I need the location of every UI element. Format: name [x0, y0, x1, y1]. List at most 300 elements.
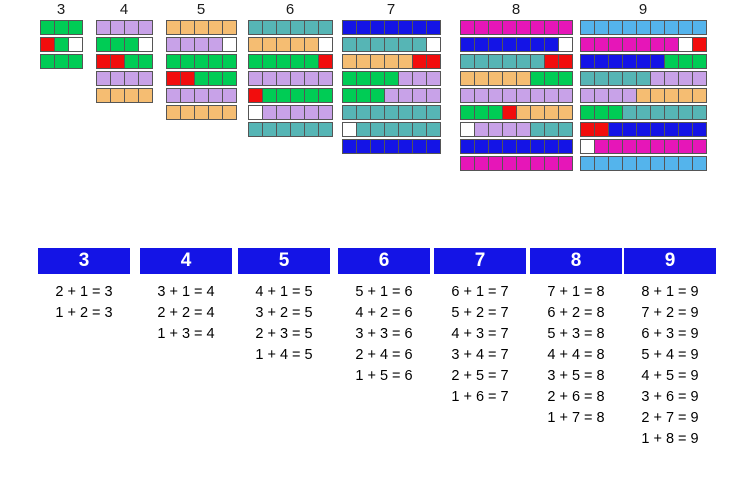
- fact-item: 6 + 1 = 7: [451, 284, 509, 300]
- bar-cell-purple: [384, 88, 399, 103]
- bar-cell-purple: [426, 88, 441, 103]
- bar-cell-magenta: [608, 139, 623, 154]
- bar-cell-purple: [318, 105, 333, 120]
- bar-cell-blue: [558, 139, 573, 154]
- bar-cell-orange: [180, 105, 195, 120]
- bar-cell-teal: [370, 105, 385, 120]
- bar-cell-orange: [180, 20, 195, 35]
- bar-cell-blue: [460, 139, 475, 154]
- bar-cell-green: [318, 88, 333, 103]
- bar-cell-blue: [398, 139, 413, 154]
- bar-cell-green: [488, 105, 503, 120]
- bar-cell-blue: [370, 139, 385, 154]
- fact-item: 4 + 5 = 9: [641, 368, 699, 384]
- fact-family-column: [624, 248, 716, 450]
- bar-model-column: [248, 0, 332, 139]
- bar-cell-blue: [530, 139, 545, 154]
- bar-cell-blue: [474, 139, 489, 154]
- bar-row: [580, 156, 706, 171]
- bar-cell-red: [502, 105, 517, 120]
- bar-cell-skyblue: [664, 20, 679, 35]
- bar-cell-purple: [290, 71, 305, 86]
- bar-cell-green: [460, 105, 475, 120]
- bar-cell-orange: [544, 105, 559, 120]
- bar-cell-blue: [460, 37, 475, 52]
- bar-cell-magenta: [664, 37, 679, 52]
- bar-cell-orange: [248, 37, 263, 52]
- bar-cell-teal: [516, 54, 531, 69]
- bar-cell-teal: [460, 54, 475, 69]
- fact-family-column: [338, 248, 430, 387]
- bar-cell-blue: [544, 139, 559, 154]
- bar-cell-orange: [208, 20, 223, 35]
- bar-cell-green: [208, 54, 223, 69]
- bar-row: [460, 54, 572, 69]
- bar-cell-teal: [262, 20, 277, 35]
- bar-cell-blue: [412, 20, 427, 35]
- bar-cell-red: [544, 54, 559, 69]
- bar-cell-teal: [558, 122, 573, 137]
- bar-cell-blue: [384, 20, 399, 35]
- bar-cell-purple: [426, 71, 441, 86]
- bar-cell-magenta: [650, 37, 665, 52]
- bar-cell-purple: [138, 71, 153, 86]
- bar-cell-purple: [488, 122, 503, 137]
- bar-cell-skyblue: [678, 20, 693, 35]
- bar-cell-green: [342, 88, 357, 103]
- bar-cell-purple: [692, 71, 707, 86]
- bar-row: [248, 71, 332, 86]
- bar-cell-green: [384, 71, 399, 86]
- fact-item: 1 + 5 = 6: [355, 368, 413, 384]
- bar-model-rows: [248, 20, 332, 137]
- bar-model-column: [40, 0, 82, 71]
- fact-item: 8 + 1 = 9: [641, 284, 699, 300]
- bar-cell-teal: [356, 37, 371, 52]
- bar-cell-green: [276, 88, 291, 103]
- bar-cell-blue: [398, 20, 413, 35]
- bar-cell-teal: [318, 20, 333, 35]
- bar-model-heading: 9: [638, 1, 648, 18]
- bar-cell-teal: [384, 37, 399, 52]
- bar-cell-red: [580, 122, 595, 137]
- bar-model-heading: 5: [196, 1, 206, 18]
- bar-cell-purple: [502, 122, 517, 137]
- bar-cell-purple: [412, 88, 427, 103]
- bar-cell-skyblue: [650, 20, 665, 35]
- bar-cell-green: [40, 20, 55, 35]
- bar-row: [342, 105, 440, 120]
- bar-cell-orange: [636, 88, 651, 103]
- fact-item: 3 + 4 = 7: [451, 347, 509, 363]
- bar-cell-orange: [124, 88, 139, 103]
- bar-row: [580, 139, 706, 154]
- bar-cell-teal: [530, 122, 545, 137]
- bar-model-rows: [166, 20, 236, 120]
- bar-cell-teal: [636, 105, 651, 120]
- bar-cell-purple: [194, 88, 209, 103]
- bar-cell-purple: [290, 105, 305, 120]
- bar-cell-red: [558, 54, 573, 69]
- fact-item: 1 + 3 = 4: [157, 326, 215, 342]
- bar-row: [248, 20, 332, 35]
- bar-cell-green: [54, 37, 69, 52]
- bar-cell-skyblue: [636, 156, 651, 171]
- bar-cell-magenta: [594, 37, 609, 52]
- fact-item: 4 + 3 = 7: [451, 326, 509, 342]
- bar-cell-magenta: [516, 156, 531, 171]
- bar-cell-skyblue: [594, 20, 609, 35]
- bar-cell-orange: [516, 105, 531, 120]
- bar-cell-skyblue: [608, 20, 623, 35]
- bar-cell-green: [692, 54, 707, 69]
- bar-cell-white: [248, 105, 263, 120]
- bar-cell-green: [208, 71, 223, 86]
- bar-cell-white: [678, 37, 693, 52]
- bar-cell-blue: [650, 122, 665, 137]
- bar-cell-blue: [502, 37, 517, 52]
- fact-family-header: 3: [38, 248, 130, 274]
- bar-cell-teal: [356, 105, 371, 120]
- fact-item: 5 + 1 = 6: [355, 284, 413, 300]
- bar-cell-blue: [502, 139, 517, 154]
- bar-cell-blue: [622, 122, 637, 137]
- bar-cell-skyblue: [580, 156, 595, 171]
- bar-cell-purple: [558, 88, 573, 103]
- bar-cell-blue: [650, 54, 665, 69]
- bar-cell-blue: [384, 139, 399, 154]
- bar-cell-teal: [356, 122, 371, 137]
- fact-item: 1 + 2 = 3: [55, 305, 113, 321]
- bar-cell-purple: [262, 105, 277, 120]
- bar-model-column: [166, 0, 236, 122]
- bar-cell-red: [166, 71, 181, 86]
- fact-list: [338, 282, 430, 387]
- bar-cell-blue: [412, 139, 427, 154]
- bar-cell-teal: [276, 122, 291, 137]
- bar-cell-teal: [622, 105, 637, 120]
- bar-cell-purple: [678, 71, 693, 86]
- bar-model-column: [96, 0, 152, 105]
- bar-cell-magenta: [608, 37, 623, 52]
- bar-row: [580, 122, 706, 137]
- fact-list: [434, 282, 526, 408]
- bar-cell-green: [558, 71, 573, 86]
- bar-row: [40, 54, 82, 69]
- bar-cell-green: [262, 54, 277, 69]
- bar-row: [342, 54, 440, 69]
- bar-cell-blue: [474, 37, 489, 52]
- bar-cell-green: [222, 54, 237, 69]
- bar-cell-blue: [608, 122, 623, 137]
- bar-row: [248, 105, 332, 120]
- bar-cell-green: [194, 54, 209, 69]
- bar-cell-purple: [208, 88, 223, 103]
- fact-item: 7 + 1 = 8: [547, 284, 605, 300]
- bar-cell-white: [342, 122, 357, 137]
- bar-cell-skyblue: [594, 156, 609, 171]
- fact-family-header: 6: [338, 248, 430, 274]
- bar-cell-orange: [384, 54, 399, 69]
- bar-cell-teal: [426, 122, 441, 137]
- bar-cell-blue: [370, 20, 385, 35]
- bar-cell-teal: [248, 20, 263, 35]
- fact-list: [530, 282, 622, 429]
- bar-cell-green: [608, 105, 623, 120]
- bar-cell-teal: [664, 105, 679, 120]
- bar-cell-purple: [650, 71, 665, 86]
- bar-cell-orange: [208, 105, 223, 120]
- bar-model-section: [0, 0, 750, 236]
- bar-cell-orange: [356, 54, 371, 69]
- bar-model-rows: [460, 20, 572, 171]
- bar-row: [342, 88, 440, 103]
- bar-cell-white: [138, 37, 153, 52]
- bar-cell-teal: [594, 71, 609, 86]
- bar-cell-orange: [370, 54, 385, 69]
- bar-row: [342, 20, 440, 35]
- bar-model-heading: 6: [285, 1, 295, 18]
- bar-cell-blue: [516, 37, 531, 52]
- bar-cell-teal: [412, 105, 427, 120]
- bar-row: [460, 71, 572, 86]
- bar-cell-teal: [370, 122, 385, 137]
- bar-cell-blue: [426, 20, 441, 35]
- fact-item: 2 + 7 = 9: [641, 410, 699, 426]
- bar-cell-teal: [488, 54, 503, 69]
- fact-item: 5 + 4 = 9: [641, 347, 699, 363]
- bar-cell-teal: [342, 37, 357, 52]
- bar-cell-teal: [622, 71, 637, 86]
- bar-row: [166, 20, 236, 35]
- bar-cell-blue: [426, 139, 441, 154]
- bar-cell-green: [276, 54, 291, 69]
- bar-cell-green: [40, 54, 55, 69]
- fact-item: 2 + 4 = 6: [355, 347, 413, 363]
- bar-cell-green: [262, 88, 277, 103]
- bar-model-rows: [342, 20, 440, 154]
- bar-cell-orange: [262, 37, 277, 52]
- bar-row: [248, 37, 332, 52]
- fact-item: 1 + 4 = 5: [255, 347, 313, 363]
- bar-cell-green: [248, 54, 263, 69]
- bar-cell-magenta: [580, 37, 595, 52]
- bar-cell-red: [248, 88, 263, 103]
- fact-family-column: [140, 248, 232, 345]
- bar-cell-skyblue: [622, 20, 637, 35]
- bar-cell-orange: [488, 71, 503, 86]
- bar-cell-purple: [124, 20, 139, 35]
- bar-cell-purple: [96, 20, 111, 35]
- fact-family-header: 8: [530, 248, 622, 274]
- bar-cell-red: [426, 54, 441, 69]
- bar-cell-green: [304, 54, 319, 69]
- bar-cell-green: [124, 37, 139, 52]
- bar-cell-purple: [412, 71, 427, 86]
- bar-cell-blue: [580, 54, 595, 69]
- fact-list: [624, 282, 716, 450]
- bar-cell-magenta: [664, 139, 679, 154]
- bar-row: [342, 71, 440, 86]
- bar-cell-skyblue: [664, 156, 679, 171]
- fact-item: 6 + 2 = 8: [547, 305, 605, 321]
- bar-cell-teal: [474, 54, 489, 69]
- bar-row: [96, 20, 152, 35]
- bar-row: [460, 122, 572, 137]
- bar-cell-purple: [276, 71, 291, 86]
- bar-row: [580, 105, 706, 120]
- bar-row: [580, 88, 706, 103]
- bar-cell-skyblue: [622, 156, 637, 171]
- bar-cell-green: [356, 71, 371, 86]
- fact-item: 1 + 8 = 9: [641, 431, 699, 447]
- bar-cell-purple: [608, 88, 623, 103]
- bar-row: [580, 71, 706, 86]
- bar-row: [460, 88, 572, 103]
- bar-cell-purple: [474, 88, 489, 103]
- fact-list: [238, 282, 330, 366]
- bar-cell-blue: [636, 54, 651, 69]
- fact-item: 3 + 2 = 5: [255, 305, 313, 321]
- bar-row: [166, 105, 236, 120]
- bar-cell-orange: [678, 88, 693, 103]
- bar-cell-purple: [304, 105, 319, 120]
- bar-cell-teal: [304, 20, 319, 35]
- bar-row: [96, 54, 152, 69]
- bar-row: [460, 20, 572, 35]
- bar-cell-blue: [544, 37, 559, 52]
- bar-cell-purple: [110, 71, 125, 86]
- bar-cell-orange: [276, 37, 291, 52]
- bar-cell-teal: [342, 105, 357, 120]
- bar-cell-green: [678, 54, 693, 69]
- bar-cell-orange: [304, 37, 319, 52]
- bar-cell-magenta: [502, 156, 517, 171]
- bar-cell-green: [194, 71, 209, 86]
- bar-cell-green: [124, 54, 139, 69]
- bar-cell-skyblue: [678, 156, 693, 171]
- bar-cell-blue: [488, 139, 503, 154]
- fact-item: 2 + 6 = 8: [547, 389, 605, 405]
- bar-row: [580, 54, 706, 69]
- bar-model-heading: 4: [119, 1, 129, 18]
- bar-cell-green: [544, 71, 559, 86]
- bar-cell-orange: [692, 88, 707, 103]
- fact-item: 5 + 3 = 8: [547, 326, 605, 342]
- bar-row: [248, 122, 332, 137]
- bar-cell-green: [290, 88, 305, 103]
- bar-cell-teal: [262, 122, 277, 137]
- bar-cell-purple: [502, 88, 517, 103]
- bar-row: [460, 156, 572, 171]
- bar-cell-magenta: [474, 156, 489, 171]
- bar-cell-purple: [304, 71, 319, 86]
- bar-row: [40, 37, 82, 52]
- bar-cell-purple: [180, 37, 195, 52]
- bar-cell-teal: [530, 54, 545, 69]
- bar-row: [580, 20, 706, 35]
- bar-row: [248, 54, 332, 69]
- fact-item: 4 + 1 = 5: [255, 284, 313, 300]
- bar-cell-purple: [262, 71, 277, 86]
- fact-family-header: 4: [140, 248, 232, 274]
- bar-cell-green: [474, 105, 489, 120]
- bar-cell-orange: [290, 37, 305, 52]
- bar-row: [342, 139, 440, 154]
- bar-row: [40, 20, 82, 35]
- fact-item: 2 + 1 = 3: [55, 284, 113, 300]
- bar-model-heading: 3: [56, 1, 66, 18]
- fact-item: 1 + 7 = 8: [547, 410, 605, 426]
- bar-cell-purple: [222, 88, 237, 103]
- bar-row: [460, 37, 572, 52]
- bar-cell-skyblue: [650, 156, 665, 171]
- bar-cell-red: [180, 71, 195, 86]
- bar-cell-white: [222, 37, 237, 52]
- bar-cell-magenta: [544, 20, 559, 35]
- bar-cell-purple: [516, 122, 531, 137]
- bar-cell-blue: [488, 37, 503, 52]
- bar-cell-teal: [636, 71, 651, 86]
- bar-cell-magenta: [516, 20, 531, 35]
- bar-cell-green: [370, 71, 385, 86]
- bar-cell-orange: [222, 105, 237, 120]
- bar-cell-teal: [384, 122, 399, 137]
- bar-cell-magenta: [636, 139, 651, 154]
- bar-cell-green: [180, 54, 195, 69]
- bar-cell-orange: [398, 54, 413, 69]
- bar-cell-skyblue: [608, 156, 623, 171]
- bar-cell-white: [558, 37, 573, 52]
- bar-cell-purple: [622, 88, 637, 103]
- bar-cell-purple: [398, 88, 413, 103]
- bar-row: [96, 88, 152, 103]
- bar-cell-blue: [356, 20, 371, 35]
- bar-cell-orange: [342, 54, 357, 69]
- bar-cell-teal: [290, 122, 305, 137]
- bar-cell-magenta: [650, 139, 665, 154]
- bar-cell-green: [530, 71, 545, 86]
- bar-cell-blue: [692, 122, 707, 137]
- fact-item: 3 + 6 = 9: [641, 389, 699, 405]
- bar-row: [248, 88, 332, 103]
- bar-cell-green: [370, 88, 385, 103]
- fact-item: 6 + 3 = 9: [641, 326, 699, 342]
- bar-cell-white: [318, 37, 333, 52]
- fact-item: 2 + 2 = 4: [157, 305, 215, 321]
- bar-row: [342, 37, 440, 52]
- fact-item: 7 + 2 = 9: [641, 305, 699, 321]
- bar-cell-red: [318, 54, 333, 69]
- bar-cell-orange: [516, 71, 531, 86]
- bar-cell-purple: [580, 88, 595, 103]
- bar-cell-magenta: [460, 20, 475, 35]
- bar-cell-red: [692, 37, 707, 52]
- fact-item: 4 + 2 = 6: [355, 305, 413, 321]
- bar-cell-purple: [530, 88, 545, 103]
- fact-item: 3 + 5 = 8: [547, 368, 605, 384]
- bar-cell-blue: [664, 122, 679, 137]
- bar-cell-orange: [222, 20, 237, 35]
- bar-cell-purple: [460, 88, 475, 103]
- bar-row: [96, 71, 152, 86]
- bar-cell-green: [68, 20, 83, 35]
- bar-cell-teal: [370, 37, 385, 52]
- bar-cell-magenta: [678, 139, 693, 154]
- bar-cell-magenta: [544, 156, 559, 171]
- bar-cell-teal: [608, 71, 623, 86]
- bar-cell-green: [290, 54, 305, 69]
